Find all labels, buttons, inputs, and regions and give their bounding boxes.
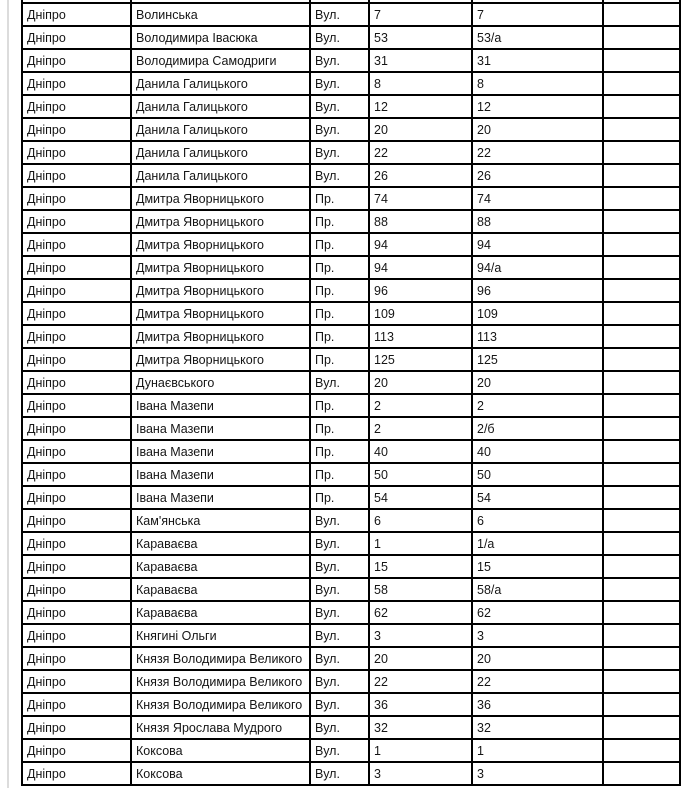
city-cell: Дніпро bbox=[22, 302, 131, 325]
building-number-cell: 26 bbox=[369, 164, 472, 187]
building-number-cell: 22 bbox=[369, 141, 472, 164]
table-row bbox=[22, 693, 680, 716]
empty-note-cell bbox=[603, 693, 680, 716]
street-name-cell: Княгині Ольги bbox=[131, 624, 310, 647]
building-number-full-cell: 12 bbox=[472, 95, 603, 118]
street-name-cell: Караваєва bbox=[131, 578, 310, 601]
city-cell: Дніпро bbox=[22, 762, 131, 785]
city-cell: Дніпро bbox=[22, 417, 131, 440]
building-number-full-cell: 40 bbox=[472, 440, 603, 463]
street-name-cell: Дмитра Яворницького bbox=[131, 187, 310, 210]
city-cell: Дніпро bbox=[22, 3, 131, 26]
city-cell: Дніпро bbox=[22, 325, 131, 348]
street-type-cell: Пр. bbox=[310, 348, 369, 371]
building-number-cell: 20 bbox=[369, 118, 472, 141]
building-number-cell: 125 bbox=[369, 348, 472, 371]
street-type-cell: Вул. bbox=[310, 95, 369, 118]
empty-note-cell bbox=[603, 647, 680, 670]
building-number-cell: 113 bbox=[369, 325, 472, 348]
street-name-cell: Коксова bbox=[131, 762, 310, 785]
table-row bbox=[22, 394, 680, 417]
table-row bbox=[22, 26, 680, 49]
empty-note-cell bbox=[603, 463, 680, 486]
empty-note-cell bbox=[603, 256, 680, 279]
street-name-cell: Князя Володимира Великого bbox=[131, 670, 310, 693]
city-cell: Дніпро bbox=[22, 49, 131, 72]
table-row bbox=[22, 670, 680, 693]
city-cell: Дніпро bbox=[22, 716, 131, 739]
building-number-cell: 36 bbox=[369, 693, 472, 716]
street-type-cell: Пр. bbox=[310, 417, 369, 440]
street-type-cell: Пр. bbox=[310, 302, 369, 325]
empty-note-cell bbox=[603, 233, 680, 256]
table-row bbox=[22, 601, 680, 624]
table-row bbox=[22, 486, 680, 509]
city-cell: Дніпро bbox=[22, 509, 131, 532]
city-cell: Дніпро bbox=[22, 256, 131, 279]
empty-note-cell bbox=[603, 486, 680, 509]
building-number-cell: 94 bbox=[369, 233, 472, 256]
street-name-cell: Дмитра Яворницького bbox=[131, 348, 310, 371]
street-type-cell: Пр. bbox=[310, 440, 369, 463]
table-row bbox=[22, 647, 680, 670]
building-number-full-cell: 20 bbox=[472, 118, 603, 141]
street-name-cell: Караваєва bbox=[131, 601, 310, 624]
street-type-cell: Вул. bbox=[310, 164, 369, 187]
empty-note-cell bbox=[603, 95, 680, 118]
building-number-cell: 62 bbox=[369, 601, 472, 624]
building-number-full-cell: 7 bbox=[472, 3, 603, 26]
empty-note-cell bbox=[603, 417, 680, 440]
building-number-cell: 53 bbox=[369, 26, 472, 49]
building-number-full-cell: 3 bbox=[472, 762, 603, 785]
street-type-cell: Пр. bbox=[310, 463, 369, 486]
building-number-full-cell: 54 bbox=[472, 486, 603, 509]
building-number-full-cell: 109 bbox=[472, 302, 603, 325]
street-type-cell: Вул. bbox=[310, 693, 369, 716]
city-cell: Дніпро bbox=[22, 601, 131, 624]
building-number-full-cell: 96 bbox=[472, 279, 603, 302]
table-row bbox=[22, 141, 680, 164]
building-number-full-cell: 113 bbox=[472, 325, 603, 348]
street-name-cell: Дунаєвського bbox=[131, 371, 310, 394]
city-cell: Дніпро bbox=[22, 26, 131, 49]
empty-note-cell bbox=[603, 762, 680, 785]
table-row bbox=[22, 716, 680, 739]
street-name-cell: Волинська bbox=[131, 3, 310, 26]
table-row bbox=[22, 762, 680, 785]
street-name-cell: Дмитра Яворницького bbox=[131, 302, 310, 325]
street-name-cell: Караваєва bbox=[131, 555, 310, 578]
empty-note-cell bbox=[603, 302, 680, 325]
city-cell: Дніпро bbox=[22, 233, 131, 256]
empty-note-cell bbox=[603, 371, 680, 394]
empty-note-cell bbox=[603, 210, 680, 233]
building-number-full-cell: 8 bbox=[472, 72, 603, 95]
street-type-cell: Пр. bbox=[310, 210, 369, 233]
city-cell: Дніпро bbox=[22, 532, 131, 555]
table-container bbox=[21, 0, 683, 788]
street-type-cell: Пр. bbox=[310, 233, 369, 256]
building-number-cell: 74 bbox=[369, 187, 472, 210]
empty-note-cell bbox=[603, 141, 680, 164]
street-type-cell: Пр. bbox=[310, 325, 369, 348]
city-cell: Дніпро bbox=[22, 210, 131, 233]
building-number-full-cell: 15 bbox=[472, 555, 603, 578]
building-number-full-cell: 20 bbox=[472, 371, 603, 394]
building-number-cell: 15 bbox=[369, 555, 472, 578]
building-number-full-cell: 36 bbox=[472, 693, 603, 716]
city-cell: Дніпро bbox=[22, 72, 131, 95]
street-type-cell: Вул. bbox=[310, 49, 369, 72]
street-name-cell: Дмитра Яворницького bbox=[131, 256, 310, 279]
empty-note-cell bbox=[603, 555, 680, 578]
page-edge-shadow bbox=[7, 0, 9, 788]
building-number-cell: 32 bbox=[369, 716, 472, 739]
street-name-cell: Данила Галицького bbox=[131, 141, 310, 164]
city-cell: Дніпро bbox=[22, 463, 131, 486]
table-row bbox=[22, 3, 680, 26]
empty-note-cell bbox=[603, 440, 680, 463]
building-number-full-cell: 20 bbox=[472, 647, 603, 670]
empty-note-cell bbox=[603, 279, 680, 302]
table-row bbox=[22, 210, 680, 233]
building-number-cell: 6 bbox=[369, 509, 472, 532]
street-type-cell: Вул. bbox=[310, 762, 369, 785]
building-number-full-cell: 3 bbox=[472, 624, 603, 647]
street-name-cell: Караваєва bbox=[131, 532, 310, 555]
empty-note-cell bbox=[603, 670, 680, 693]
address-table bbox=[21, 0, 681, 786]
street-name-cell: Князя Володимира Великого bbox=[131, 647, 310, 670]
building-number-cell: 40 bbox=[369, 440, 472, 463]
street-type-cell: Вул. bbox=[310, 509, 369, 532]
city-cell: Дніпро bbox=[22, 670, 131, 693]
city-cell: Дніпро bbox=[22, 394, 131, 417]
building-number-cell: 94 bbox=[369, 256, 472, 279]
street-name-cell: Дмитра Яворницького bbox=[131, 279, 310, 302]
city-cell: Дніпро bbox=[22, 141, 131, 164]
building-number-cell: 54 bbox=[369, 486, 472, 509]
city-cell: Дніпро bbox=[22, 624, 131, 647]
street-name-cell: Івана Мазепи bbox=[131, 486, 310, 509]
empty-note-cell bbox=[603, 49, 680, 72]
street-name-cell: Кам'янська bbox=[131, 509, 310, 532]
table-row bbox=[22, 164, 680, 187]
city-cell: Дніпро bbox=[22, 348, 131, 371]
street-name-cell: Володимира Івасюка bbox=[131, 26, 310, 49]
table-row bbox=[22, 118, 680, 141]
street-type-cell: Пр. bbox=[310, 279, 369, 302]
building-number-full-cell: 50 bbox=[472, 463, 603, 486]
building-number-cell: 20 bbox=[369, 371, 472, 394]
building-number-cell: 31 bbox=[369, 49, 472, 72]
building-number-cell: 96 bbox=[369, 279, 472, 302]
table-row bbox=[22, 463, 680, 486]
table-row bbox=[22, 417, 680, 440]
street-type-cell: Вул. bbox=[310, 118, 369, 141]
table-row bbox=[22, 256, 680, 279]
table-body bbox=[22, 0, 680, 785]
city-cell: Дніпро bbox=[22, 693, 131, 716]
building-number-full-cell: 58/а bbox=[472, 578, 603, 601]
street-type-cell: Вул. bbox=[310, 3, 369, 26]
street-type-cell: Пр. bbox=[310, 394, 369, 417]
city-cell: Дніпро bbox=[22, 555, 131, 578]
empty-note-cell bbox=[603, 118, 680, 141]
street-name-cell: Князя Ярослава Мудрого bbox=[131, 716, 310, 739]
street-type-cell: Вул. bbox=[310, 578, 369, 601]
table-row bbox=[22, 578, 680, 601]
table-row bbox=[22, 532, 680, 555]
empty-note-cell bbox=[603, 624, 680, 647]
empty-note-cell bbox=[603, 187, 680, 210]
building-number-full-cell: 31 bbox=[472, 49, 603, 72]
empty-note-cell bbox=[603, 325, 680, 348]
building-number-cell: 58 bbox=[369, 578, 472, 601]
street-name-cell: Івана Мазепи bbox=[131, 417, 310, 440]
street-type-cell: Вул. bbox=[310, 141, 369, 164]
empty-note-cell bbox=[603, 716, 680, 739]
empty-note-cell bbox=[603, 164, 680, 187]
street-name-cell: Коксова bbox=[131, 739, 310, 762]
street-type-cell: Вул. bbox=[310, 647, 369, 670]
street-name-cell: Івана Мазепи bbox=[131, 394, 310, 417]
street-type-cell: Вул. bbox=[310, 555, 369, 578]
street-name-cell: Івана Мазепи bbox=[131, 440, 310, 463]
street-type-cell: Вул. bbox=[310, 26, 369, 49]
table-row bbox=[22, 509, 680, 532]
building-number-cell: 1 bbox=[369, 739, 472, 762]
street-name-cell: Данила Галицького bbox=[131, 118, 310, 141]
street-type-cell: Вул. bbox=[310, 739, 369, 762]
building-number-cell: 88 bbox=[369, 210, 472, 233]
street-type-cell: Вул. bbox=[310, 624, 369, 647]
table-row bbox=[22, 279, 680, 302]
table-row bbox=[22, 72, 680, 95]
city-cell: Дніпро bbox=[22, 118, 131, 141]
city-cell: Дніпро bbox=[22, 486, 131, 509]
empty-note-cell bbox=[603, 578, 680, 601]
building-number-cell: 3 bbox=[369, 762, 472, 785]
street-name-cell: Данила Галицького bbox=[131, 95, 310, 118]
street-name-cell: Дмитра Яворницького bbox=[131, 210, 310, 233]
building-number-full-cell: 32 bbox=[472, 716, 603, 739]
empty-note-cell bbox=[603, 532, 680, 555]
street-name-cell: Івана Мазепи bbox=[131, 463, 310, 486]
street-type-cell: Пр. bbox=[310, 486, 369, 509]
street-type-cell: Вул. bbox=[310, 72, 369, 95]
building-number-cell: 3 bbox=[369, 624, 472, 647]
street-type-cell: Вул. bbox=[310, 532, 369, 555]
empty-note-cell bbox=[603, 3, 680, 26]
city-cell: Дніпро bbox=[22, 279, 131, 302]
table-row bbox=[22, 187, 680, 210]
building-number-full-cell: 22 bbox=[472, 141, 603, 164]
building-number-full-cell: 74 bbox=[472, 187, 603, 210]
building-number-cell: 109 bbox=[369, 302, 472, 325]
empty-note-cell bbox=[603, 72, 680, 95]
city-cell: Дніпро bbox=[22, 187, 131, 210]
building-number-full-cell: 1 bbox=[472, 739, 603, 762]
building-number-cell: 2 bbox=[369, 394, 472, 417]
building-number-full-cell: 53/а bbox=[472, 26, 603, 49]
table-row bbox=[22, 233, 680, 256]
street-type-cell: Пр. bbox=[310, 256, 369, 279]
building-number-full-cell: 125 bbox=[472, 348, 603, 371]
table-row bbox=[22, 739, 680, 762]
building-number-cell: 50 bbox=[369, 463, 472, 486]
table-row bbox=[22, 95, 680, 118]
table-row bbox=[22, 440, 680, 463]
city-cell: Дніпро bbox=[22, 739, 131, 762]
street-type-cell: Вул. bbox=[310, 670, 369, 693]
building-number-cell: 7 bbox=[369, 3, 472, 26]
building-number-cell: 12 bbox=[369, 95, 472, 118]
building-number-cell: 8 bbox=[369, 72, 472, 95]
building-number-full-cell: 2 bbox=[472, 394, 603, 417]
street-name-cell: Дмитра Яворницького bbox=[131, 233, 310, 256]
street-name-cell: Дмитра Яворницького bbox=[131, 325, 310, 348]
building-number-full-cell: 1/а bbox=[472, 532, 603, 555]
building-number-cell: 2 bbox=[369, 417, 472, 440]
street-type-cell: Вул. bbox=[310, 716, 369, 739]
street-type-cell: Вул. bbox=[310, 601, 369, 624]
table-row bbox=[22, 49, 680, 72]
empty-note-cell bbox=[603, 509, 680, 532]
building-number-full-cell: 2/б bbox=[472, 417, 603, 440]
street-name-cell: Князя Володимира Великого bbox=[131, 693, 310, 716]
table-row bbox=[22, 624, 680, 647]
building-number-full-cell: 94 bbox=[472, 233, 603, 256]
city-cell: Дніпро bbox=[22, 578, 131, 601]
street-name-cell: Данила Галицького bbox=[131, 72, 310, 95]
table-row bbox=[22, 371, 680, 394]
empty-note-cell bbox=[603, 26, 680, 49]
city-cell: Дніпро bbox=[22, 164, 131, 187]
street-type-cell: Вул. bbox=[310, 371, 369, 394]
table-row bbox=[22, 555, 680, 578]
empty-note-cell bbox=[603, 348, 680, 371]
city-cell: Дніпро bbox=[22, 647, 131, 670]
street-type-cell: Пр. bbox=[310, 187, 369, 210]
building-number-cell: 1 bbox=[369, 532, 472, 555]
building-number-full-cell: 62 bbox=[472, 601, 603, 624]
building-number-full-cell: 6 bbox=[472, 509, 603, 532]
city-cell: Дніпро bbox=[22, 440, 131, 463]
building-number-full-cell: 22 bbox=[472, 670, 603, 693]
empty-note-cell bbox=[603, 739, 680, 762]
empty-note-cell bbox=[603, 394, 680, 417]
empty-note-cell bbox=[603, 601, 680, 624]
city-cell: Дніпро bbox=[22, 95, 131, 118]
building-number-full-cell: 94/а bbox=[472, 256, 603, 279]
table-row bbox=[22, 348, 680, 371]
street-name-cell: Данила Галицького bbox=[131, 164, 310, 187]
table-row bbox=[22, 302, 680, 325]
building-number-cell: 22 bbox=[369, 670, 472, 693]
street-name-cell: Володимира Самодриги bbox=[131, 49, 310, 72]
table-row bbox=[22, 325, 680, 348]
building-number-full-cell: 88 bbox=[472, 210, 603, 233]
city-cell: Дніпро bbox=[22, 371, 131, 394]
building-number-full-cell: 26 bbox=[472, 164, 603, 187]
building-number-cell: 20 bbox=[369, 647, 472, 670]
